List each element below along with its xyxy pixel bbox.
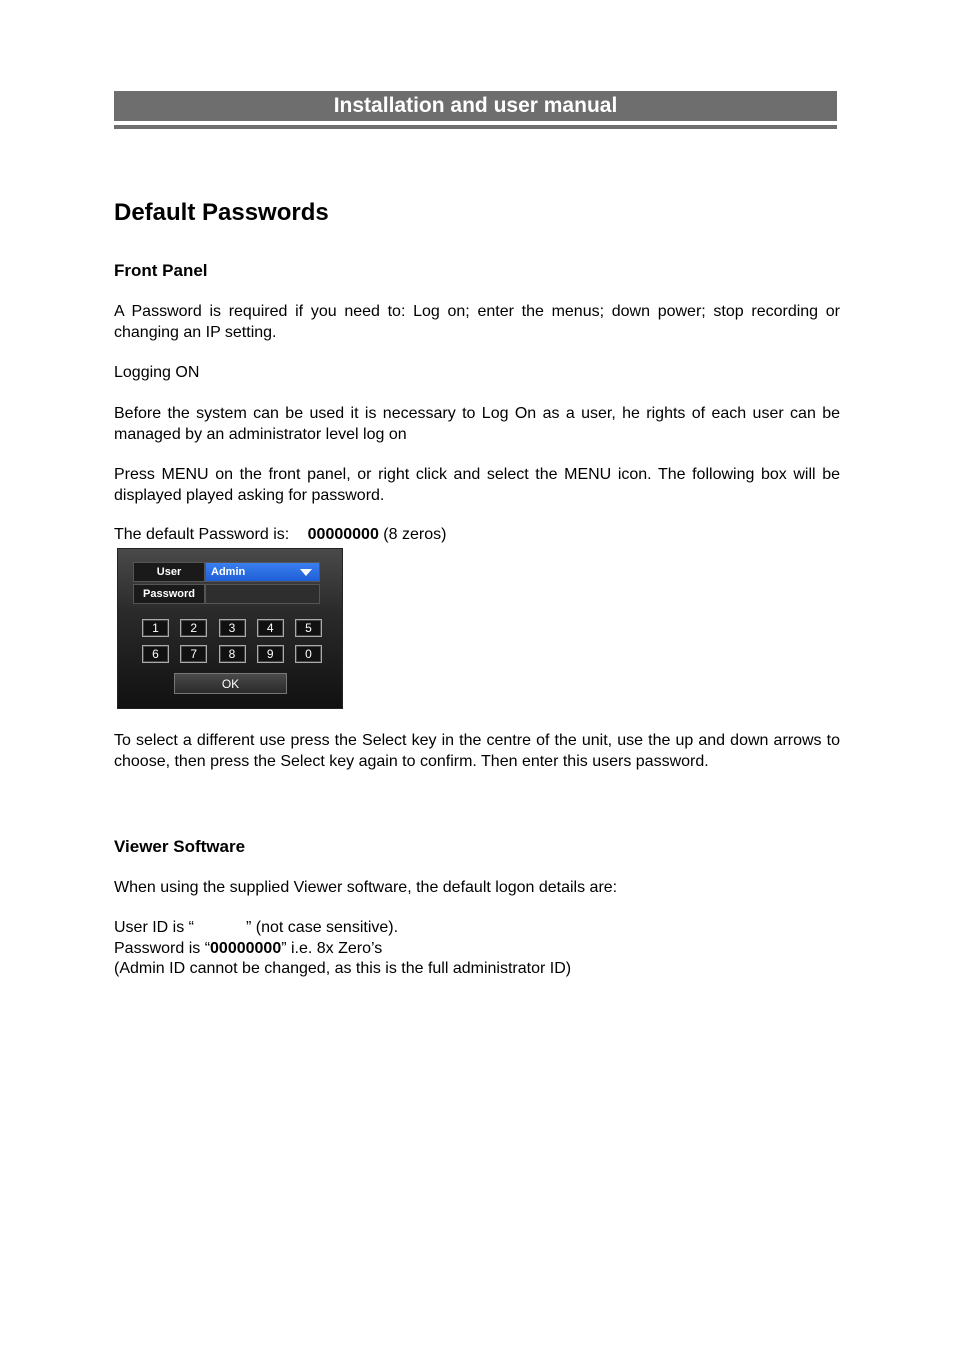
header-bar (114, 91, 837, 121)
dropdown-arrow-icon[interactable] (300, 569, 312, 576)
user-id-suffix: ” (not case sensitive). (246, 919, 399, 936)
key-2[interactable]: 2 (180, 619, 207, 637)
key-0[interactable]: 0 (295, 645, 322, 663)
section-title: Default Passwords (114, 199, 329, 226)
front-panel-para-2: Before the system can be used it is necessary to Log On as a user, he rights of each user can be managed by an administrator level log on (114, 405, 840, 443)
header-rule (114, 125, 837, 129)
key-5[interactable]: 5 (295, 619, 322, 637)
viewer-para-1: When using the supplied Viewer software, the default logon details are: (114, 879, 618, 896)
viewer-heading: Viewer Software (114, 837, 246, 856)
front-panel-para-4: To select a different use press the Select key in the centre of the unit, use the up and down arrows to choose, then press the Select key again to confirm. Then enter this users password. (114, 732, 840, 770)
password-line (114, 940, 382, 958)
front-panel-para-1: A Password is required if you need to: Log on; enter the menus; down power; stop recording or changing an IP setting. (114, 303, 840, 341)
keypad-row-2 (142, 645, 322, 663)
key-9[interactable]: 9 (257, 645, 284, 663)
password-suffix: ” i.e. 8x Zero’s (281, 940, 383, 957)
user-row (133, 562, 320, 582)
user-select-value: Admin (211, 566, 246, 578)
password-input[interactable] (205, 584, 320, 604)
ok-button[interactable]: OK (174, 673, 287, 694)
logging-on-label: Logging ON (114, 364, 200, 381)
password-prefix: Password is “ (114, 940, 211, 957)
password-value: 00000000 (210, 940, 282, 957)
user-id-line (114, 919, 398, 937)
user-label: User (133, 562, 205, 582)
key-4[interactable]: 4 (257, 619, 284, 637)
user-select[interactable] (205, 562, 320, 582)
key-1[interactable]: 1 (142, 619, 169, 637)
password-row (133, 584, 320, 604)
default-password-line (114, 526, 446, 544)
key-7[interactable]: 7 (180, 645, 207, 663)
default-password-value: 00000000 (307, 526, 379, 543)
user-id-prefix: User ID is “ (114, 919, 194, 936)
login-dialog (117, 548, 343, 709)
default-password-note: (8 zeros) (383, 526, 447, 543)
front-panel-para-3: Press MENU on the front panel, or right click and select the MENU icon. The following box will be displayed played asking for password. (114, 466, 840, 504)
keypad-row-1 (142, 619, 322, 637)
password-label: Password (133, 584, 205, 604)
front-panel-heading: Front Panel (114, 261, 208, 280)
default-password-label: The default Password is: (114, 526, 290, 543)
key-8[interactable]: 8 (219, 645, 246, 663)
admin-note: (Admin ID cannot be changed, as this is the full administrator ID) (114, 960, 572, 977)
key-3[interactable]: 3 (219, 619, 246, 637)
header-title: Installation and user manual (333, 94, 618, 117)
key-6[interactable]: 6 (142, 645, 169, 663)
